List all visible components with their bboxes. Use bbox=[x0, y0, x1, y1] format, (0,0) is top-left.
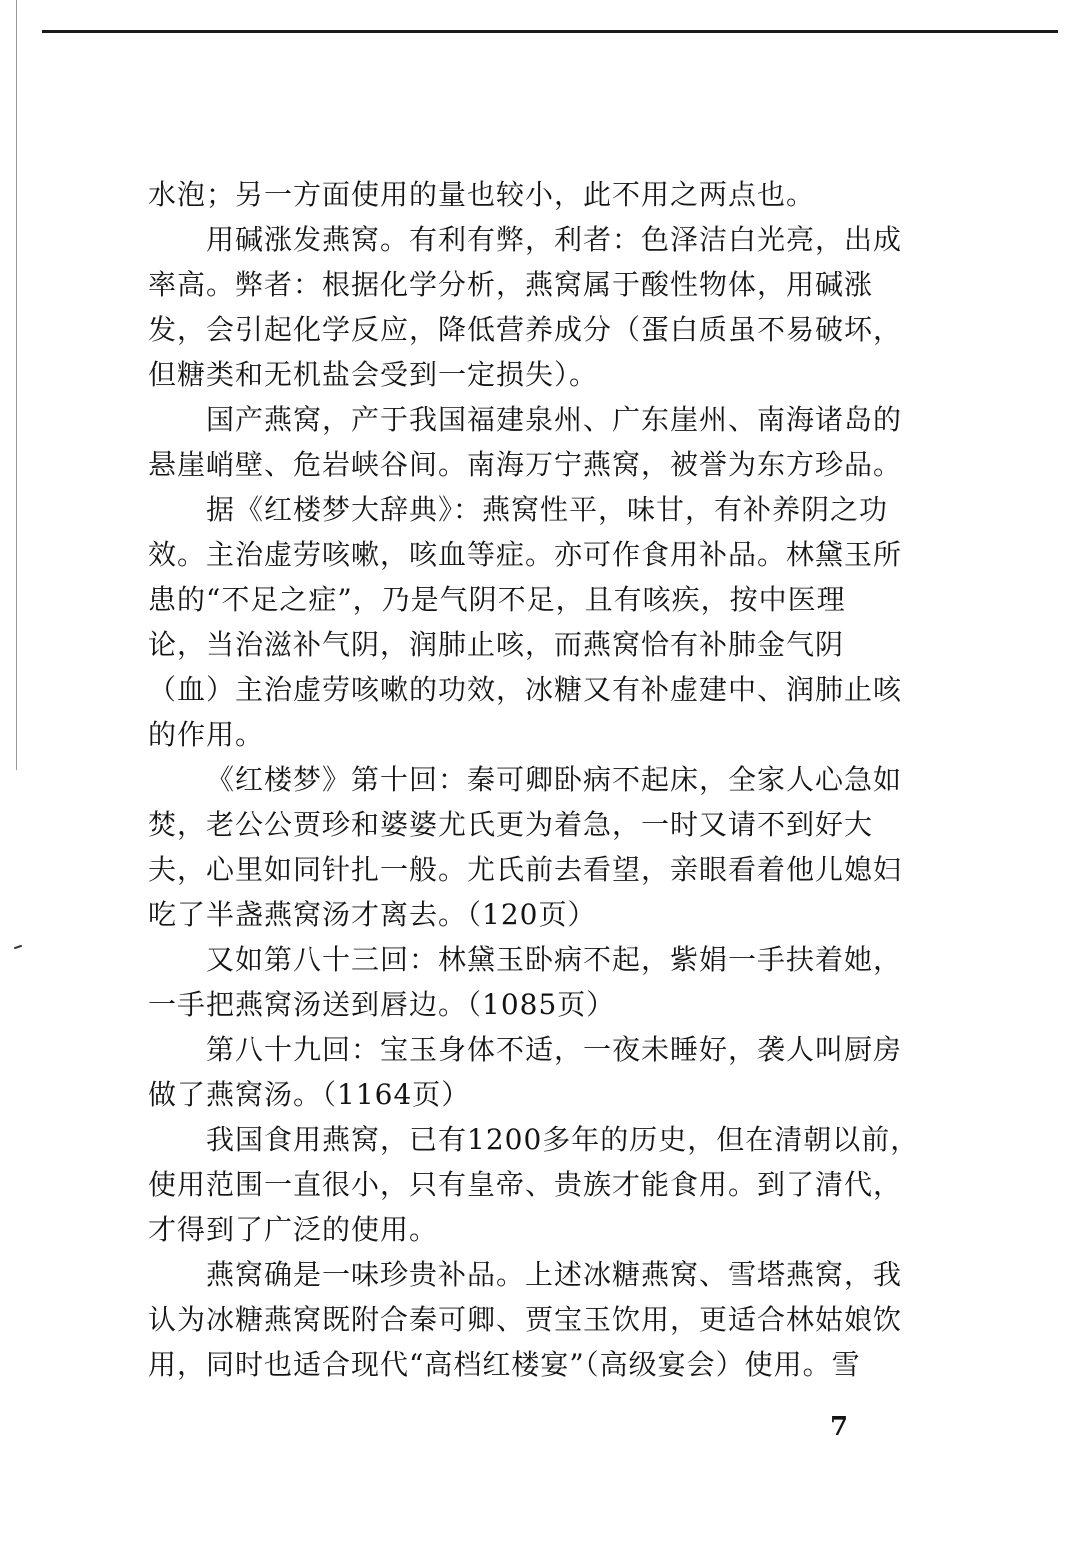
text-line: 用碱涨发燕窝。有利有弊，利者：色泽洁白光亮，出成 bbox=[206, 223, 903, 256]
text-line: 率高。弊者：根据化学分析，燕窝属于酸性物体，用碱涨 bbox=[148, 268, 874, 301]
text-line: 焚，老公公贾珍和婆婆尤氏更为着急，一时又请不到好大 bbox=[148, 808, 874, 841]
text-line: 一手把燕窝汤送到唇边。（1085页） bbox=[148, 988, 616, 1021]
scan-speck bbox=[14, 945, 22, 950]
text-line: 第八十九回：宝玉身体不适，一夜未睡好，袭人叫厨房 bbox=[206, 1033, 903, 1066]
text-line: 发，会引起化学反应，降低营养成分（蛋白质虽不易破坏， bbox=[148, 313, 903, 346]
text-line: 但糖类和无机盐会受到一定损失）。 bbox=[148, 358, 599, 391]
text-line: （血）主治虚劳咳嗽的功效，冰糖又有补虚建中、润肺止咳 bbox=[148, 673, 903, 706]
text-line: 的作用。 bbox=[148, 718, 265, 751]
text-line: 吃了半盏燕窝汤才离去。（120页） bbox=[148, 898, 597, 931]
text-line: 水泡；另一方面使用的量也较小，此不用之两点也。 bbox=[148, 178, 816, 211]
text-line: 据《红楼梦大辞典》：燕窝性平，味甘，有补养阴之功 bbox=[206, 493, 889, 526]
text-line: 悬崖峭壁、危岩峡谷间。南海万宁燕窝，被誉为东方珍品。 bbox=[148, 448, 903, 481]
text-line: 《红楼梦》第十回：秦可卿卧病不起床，全家人心急如 bbox=[206, 763, 903, 796]
text-line: 认为冰糖燕窝既附合秦可卿、贾宝玉饮用，更适合林姑娘饮 bbox=[148, 1303, 903, 1336]
text-line: 做了燕窝汤。（1164页） bbox=[148, 1078, 471, 1111]
text-line: 患的“不足之症”，乃是气阴不足，且有咳疾，按中医理 bbox=[148, 583, 846, 616]
binding-edge bbox=[16, 0, 17, 770]
text-line: 又如第八十三回：林黛玉卧病不起，紫娟一手扶着她， bbox=[206, 943, 903, 976]
text-line: 才得到了广泛的使用。 bbox=[148, 1213, 439, 1246]
body-text bbox=[148, 172, 928, 1387]
text-line: 效。主治虚劳咳嗽，咳血等症。亦可作食用补品。林黛玉所 bbox=[148, 538, 903, 571]
text-line: 使用范围一直很小，只有皇帝、贵族才能食用。到了清代， bbox=[148, 1168, 903, 1201]
text-line: 用，同时也适合现代“高档红楼宴”（高级宴会）使用。雪 bbox=[148, 1348, 861, 1381]
top-rule bbox=[42, 30, 1058, 33]
text-line: 论，当治滋补气阴，润肺止咳，而燕窝恰有补肺金气阴 bbox=[148, 628, 845, 661]
text-line: 我国食用燕窝，已有1200多年的历史，但在清朝以前， bbox=[206, 1123, 920, 1156]
text-line: 燕窝确是一味珍贵补品。上述冰糖燕窝、雪塔燕窝，我 bbox=[206, 1258, 903, 1291]
text-line: 国产燕窝，产于我国福建泉州、广东崖州、南海诸岛的 bbox=[206, 403, 903, 436]
text-line: 夫，心里如同针扎一般。尤氏前去看望，亲眼看着他儿媳妇 bbox=[148, 853, 903, 886]
page-number: 7 bbox=[830, 1412, 849, 1442]
